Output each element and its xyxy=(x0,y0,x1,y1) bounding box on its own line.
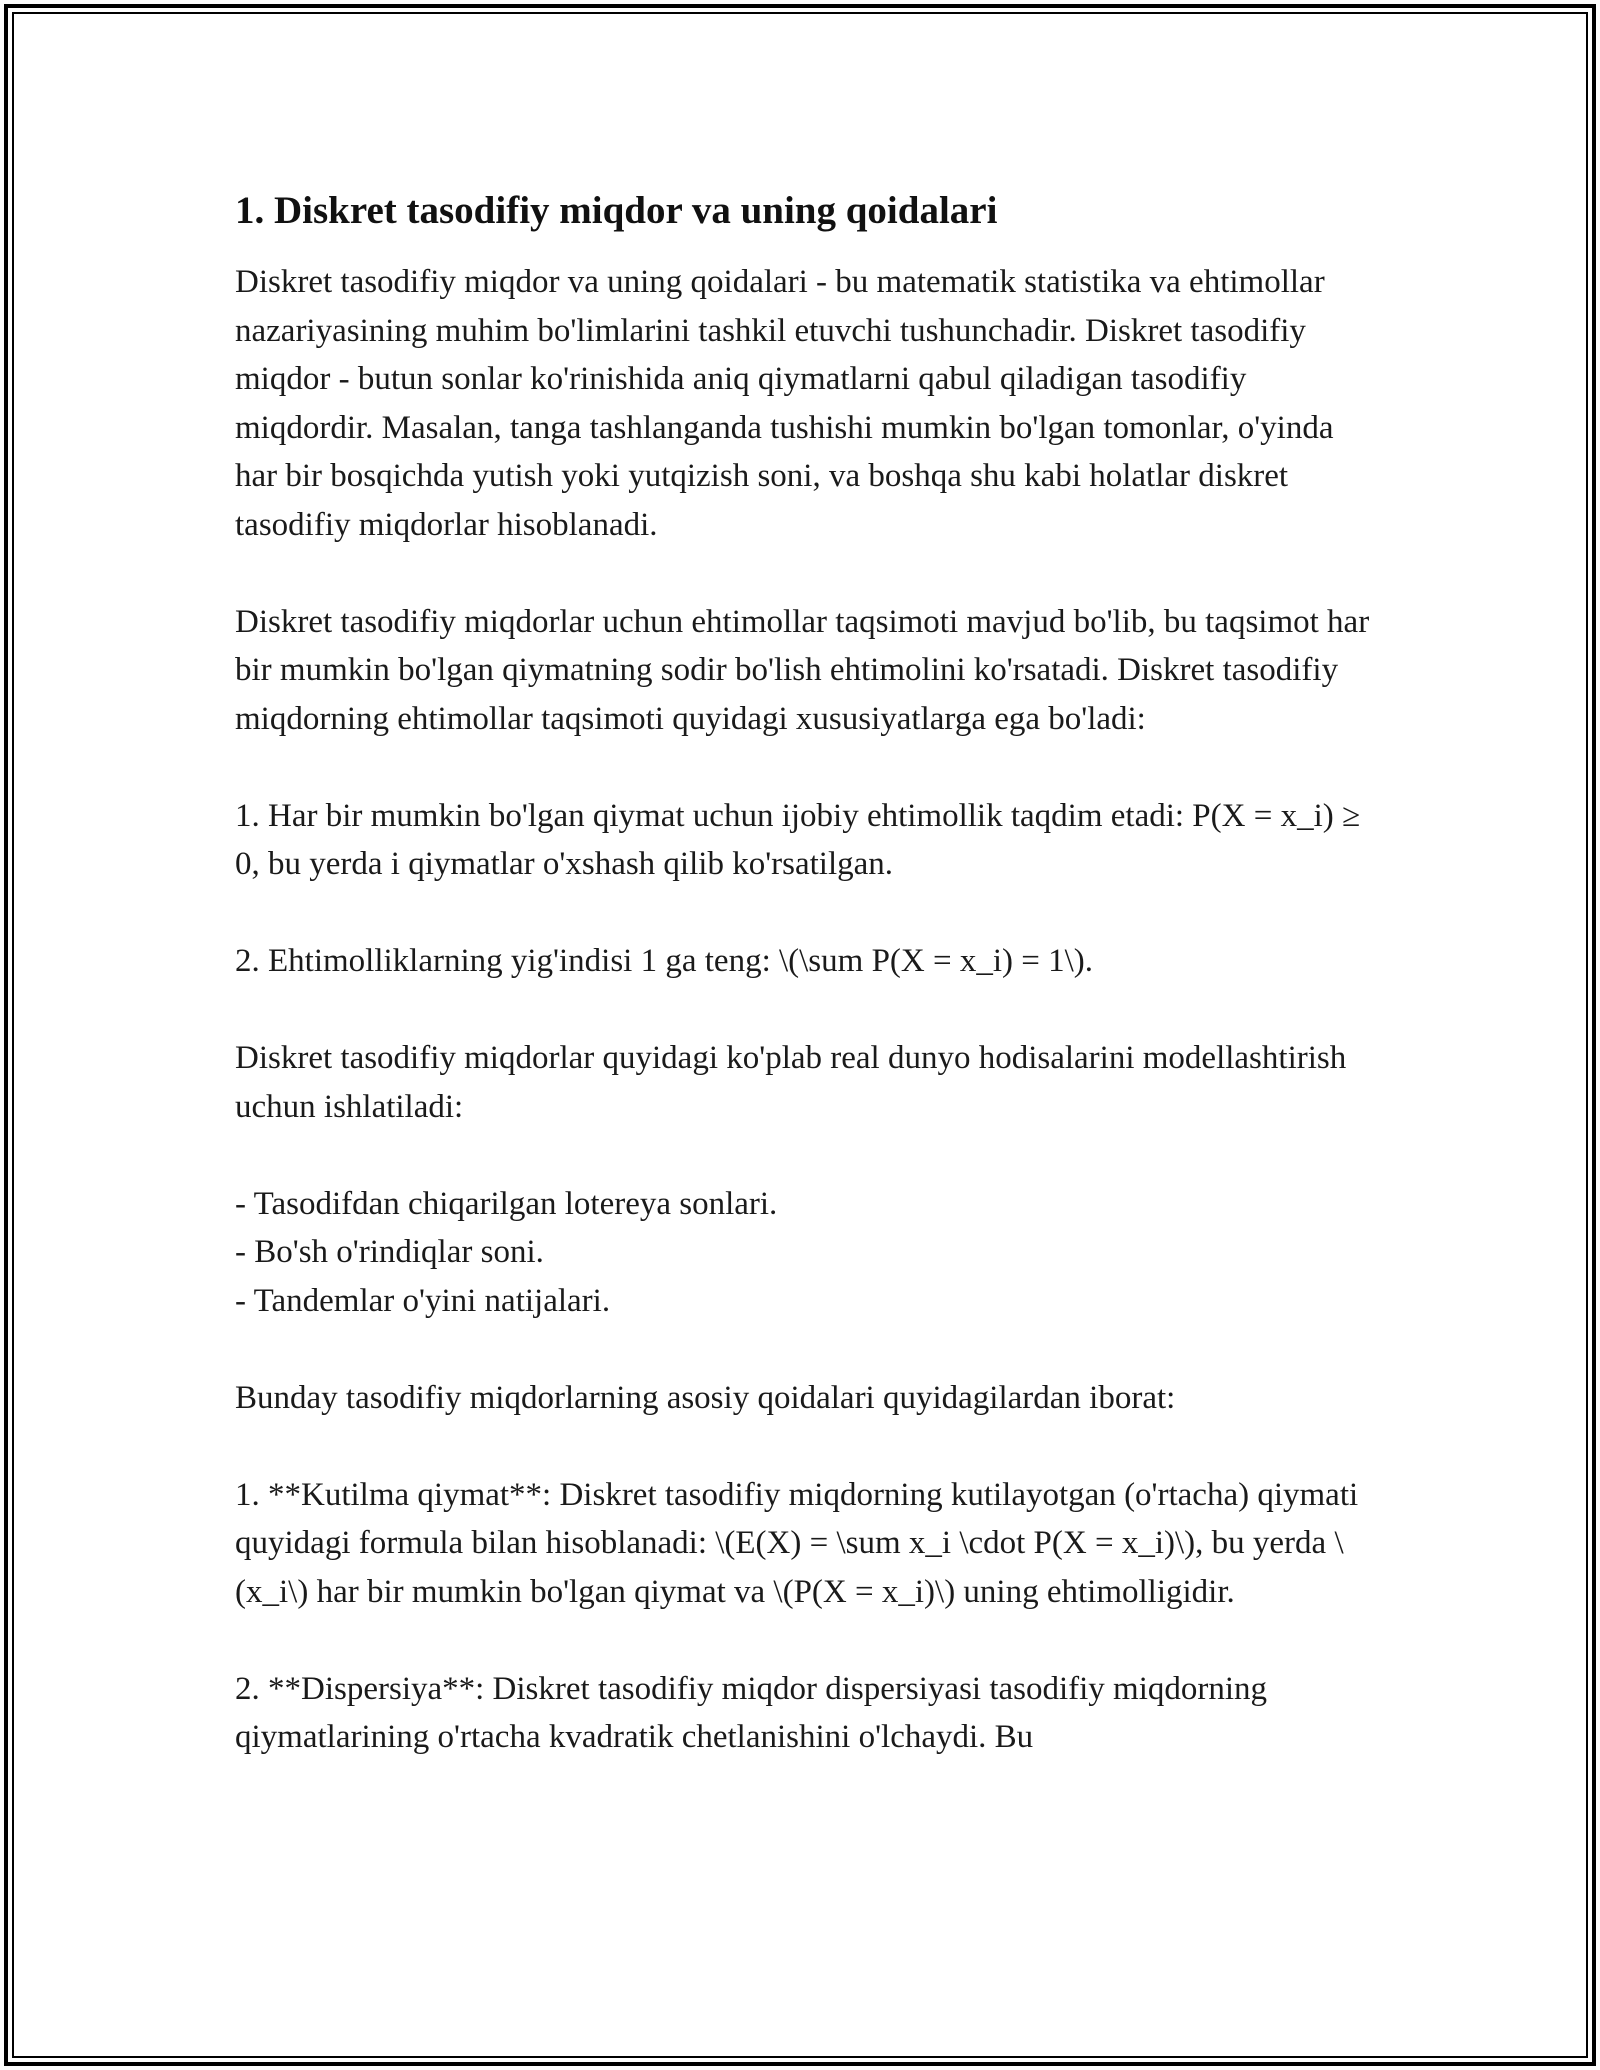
document-body xyxy=(235,186,1375,1810)
rule-expected-value xyxy=(235,1471,1375,1617)
paragraph-text: Diskret tasodifiy miqdor va uning qoidalari - bu matematik statistika va ehtimollar nazariyasining muhim bo'limlarini tashkil etuvchi tushunchadir. Diskret tasodifiy miqdor - butun sonlar ko'rinishida aniq qiymatlarni qabul qiladigan tasodifiy miqdordir. Masalan, tanga tashlanganda tushishi mumkin bo'lgan tomonlar, o'yinda har bir bosqichda yutish yoki yutqizish soni, va boshqa shu kabi holatlar diskret tasodifiy miqdorlar hisoblanadi. xyxy=(235,264,1334,543)
list-item: - Tasodifdan chiqarilgan lotereya sonlari. xyxy=(235,1185,778,1222)
paragraph-rules-intro xyxy=(235,1374,1375,1423)
paragraph-text: 1. **Kutilma qiymat**: Diskret tasodifiy miqdorning kutilayotgan (o'rtacha) qiymati quyidagi formula bilan hisoblanadi: \(E(X) = \sum x_i \cdot P(X = x_i)\), bu yerda \(x_i\) har bir mumkin bo'lgan qiymat va \(P(X = x_i)\) uning ehtimolligidir. xyxy=(235,1476,1359,1610)
paragraph-distribution xyxy=(235,598,1375,744)
paragraph-text: 1. Har bir mumkin bo'lgan qiymat uchun ijobiy ehtimollik taqdim etadi: P(X = x_i) ≥ 0, bu yerda i qiymatlar o'xshash qilib ko'rsatilgan. xyxy=(235,797,1361,882)
paragraph-text: 2. **Dispersiya**: Diskret tasodifiy miqdor dispersiyasi tasodifiy miqdorning qiymatlarining o'rtacha kvadratik chetlanishini o'lchaydi. Bu xyxy=(235,1670,1268,1755)
paragraph-text: Diskret tasodifiy miqdorlar uchun ehtimollar taqsimoti mavjud bo'lib, bu taqsimot har bir mumkin bo'lgan qiymatning sodir bo'lish ehtimolini ko'rsatadi. Diskret tasodifiy miqdorning ehtimollar taqsimoti quyidagi xususiyatlarga ega bo'ladi: xyxy=(235,603,1370,737)
example-list xyxy=(235,1180,1375,1326)
property-1 xyxy=(235,792,1375,889)
page-title: 1. Diskret tasodifiy miqdor va uning qoidalari xyxy=(235,189,998,232)
paragraph-text: 2. Ehtimolliklarning yig'indisi 1 ga teng: \(\sum P(X = x_i) = 1\). xyxy=(235,943,1094,979)
list-item: - Tandemlar o'yini natijalari. xyxy=(235,1282,611,1319)
property-2 xyxy=(235,937,1375,986)
paragraph-usage xyxy=(235,1034,1375,1131)
rule-dispersion xyxy=(235,1665,1375,1762)
list-item: - Bo'sh o'rindiqlar soni. xyxy=(235,1234,544,1270)
paragraph-intro xyxy=(235,258,1375,549)
paragraph-text: Diskret tasodifiy miqdorlar quyidagi ko'plab real dunyo hodisalarini modellashtirish uchun ishlatiladi: xyxy=(235,1040,1347,1125)
paragraph-text: Bunday tasodifiy miqdorlarning asosiy qoidalari quyidagilardan iborat: xyxy=(235,1379,1176,1416)
